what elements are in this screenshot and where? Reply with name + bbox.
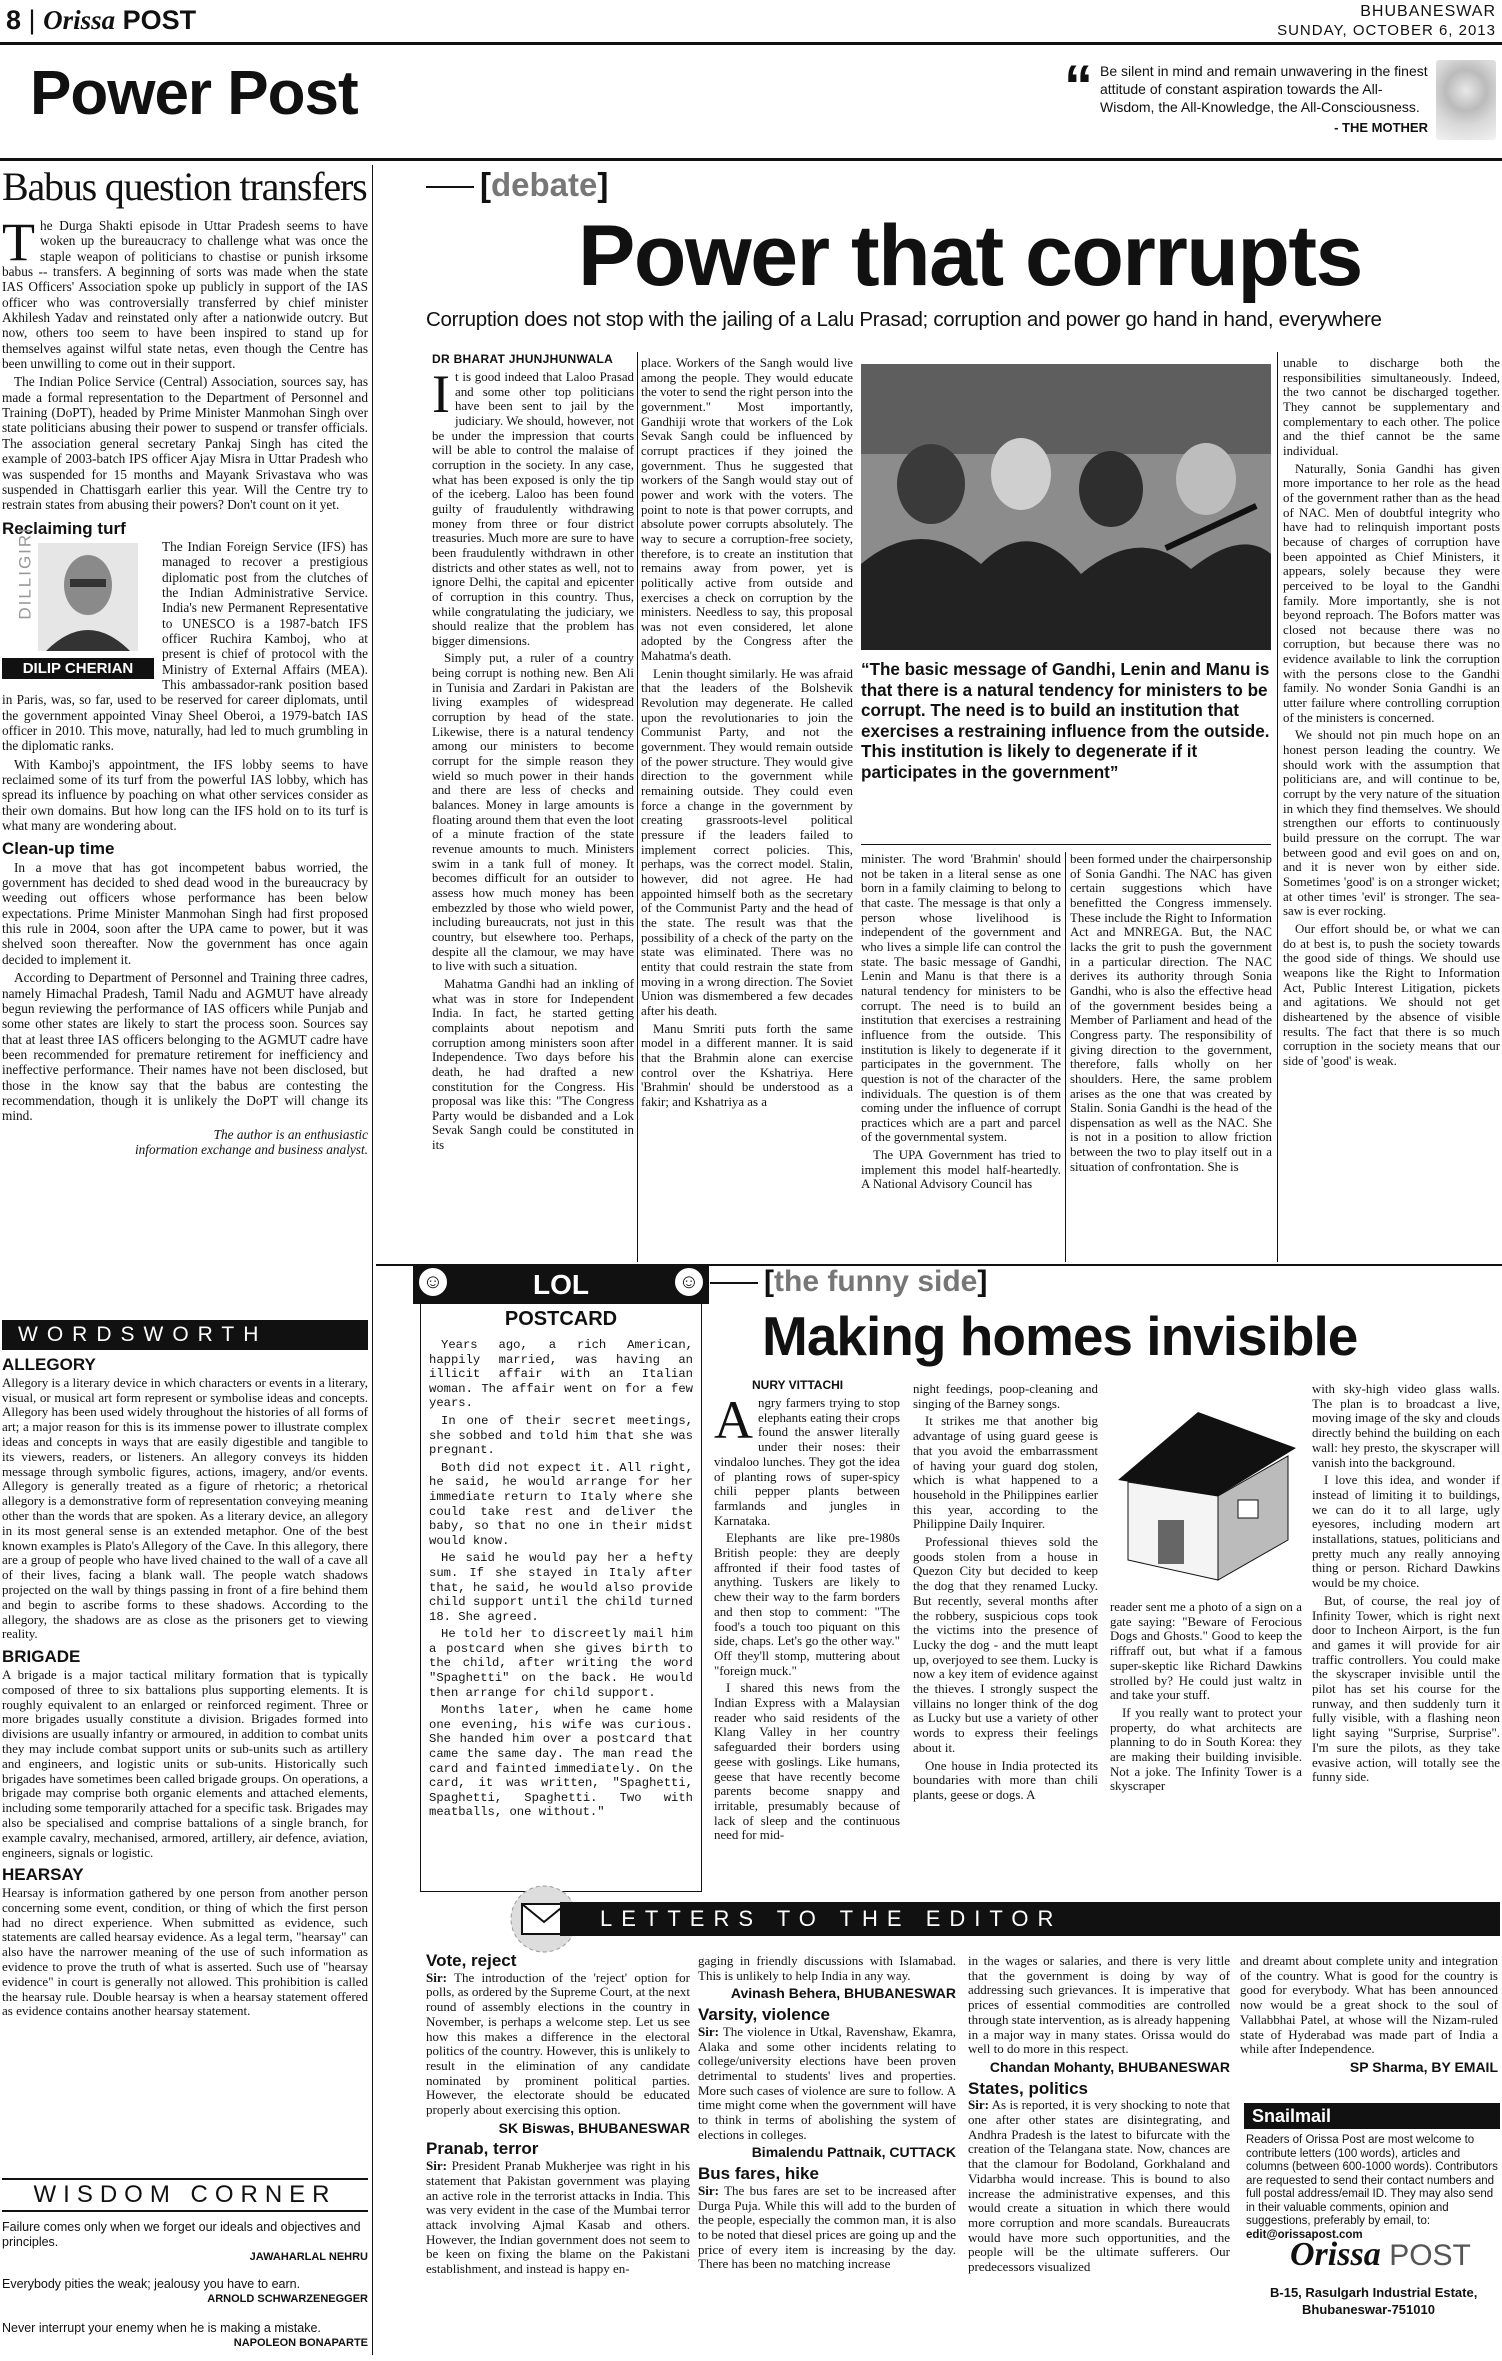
letter-body: As is reported, it is very shocking to note that one after other states are disintegrating, and Andhra Pradesh is the latest to bifurcate with the creation of the Telangana state. Now, chances are that the clamour for Bodoland, Gorkhaland and Vidarbha would increase. This is bound to also increase the administrative expenses, and this would create a situation in which there would more corruption and more scandals. Bureaucrats would have more such opportunities, and the people will be the ultimate sufferers. Our predecessors visualized <box>968 2097 1230 2275</box>
snailmail-logo <box>1290 2236 1471 2275</box>
funny-paragraph: Professional thieves sold the goods stolen from a house in Quezon City but decided to keep the dog that they renamed Lucky. But recently, several months after the robbery, suspicious cops took the victims into the presence of Lucky the dog - and the mutt leapt up, overjoyed to see them. Lucky is now a key item of evidence against the thieves. I strongly suspect the villains no longer think of the dog as Lucky but use a variety of other words to express their feelings about it. <box>913 1535 1098 1755</box>
quote-mark-icon: “ <box>1064 54 1093 119</box>
page-number: 8 <box>6 5 22 35</box>
letters-title: LETTERS TO THE EDITOR <box>600 1906 1063 1931</box>
letter-body: gaging in friendly discussions with Islamabad. This is unlikely to help India in any way. <box>698 1953 956 1983</box>
wisdom-attribution: JAWAHARLAL NEHRU <box>249 2251 368 2263</box>
author-note: The author is an enthusiastic <box>213 1126 368 1142</box>
funny-paragraph: reader sent me a photo of a sign on a gate saying: "Beware of Ferocious Dogs and Ghosts." Good to keep the riffraff out, but what if a famous super-skeptic like Richard Dawkins strolled by? He could just waltz in and take your stuff. <box>1110 1600 1302 1703</box>
funny-col-4 <box>1312 1382 1500 1788</box>
lol-banner <box>413 1266 709 1304</box>
debate-paragraph: Our effort should be, or what we can do at best is, to push the society towards the good side of things. We should use weapons like the Right to Information Act, Public Interest Litigation, pickets and agitations. We should not get disheartened by the absence of visible results. The fact that there is so much corruption in the society means that our side of 'good' is weak. <box>1283 921 1500 1068</box>
masthead-quote: Be silent in mind and remain unwavering in the finest attitude of constant aspiration towards the All-Wisdom, the All-Knowledge, the All-Consciousness. <box>1100 63 1428 115</box>
debate-headline: Power that corrupts <box>578 208 1362 304</box>
debate-photo <box>861 364 1271 650</box>
logo-post: POST <box>1389 2239 1471 2272</box>
wisdom-quote: Never interrupt your enemy when he is making a mistake. <box>2 2321 321 2335</box>
photo-figure <box>1079 451 1143 527</box>
debate-col-1 <box>432 364 634 1156</box>
funny-paragraph: night feedings, poop-cleaning and singing of the Barney songs. <box>913 1382 1098 1411</box>
header-rule <box>0 42 1502 45</box>
debate-deck: Corruption does not stop with the jailing of a Lalu Prasad; corruption and power go hand in hand, everywhere <box>426 308 1382 331</box>
entry-definition: Hearsay is information gathered by one person from another person concerning some event, condition, or thing of which the first person had no direct experience. When submitted as evidence, such statements are called hearsay evidence. As a legal term, "hearsay" can also have the narrower meaning of the use of such information as evidence to prove the truth of what is asserted. Such use of "hearsay evidence" in court is generally not allowed. This prohibition is called the hearsay rule. Double hearsay is when a hearsay statement offered as evidence contains another hearsay statement. <box>2 1885 368 2019</box>
column-kicker: DILLIGIRI <box>15 525 35 620</box>
debate-col-2 <box>641 356 853 1112</box>
letter-signature: Bimalendu Pattnaik, CUTTACK <box>751 2144 956 2161</box>
house-door <box>1158 1520 1184 1564</box>
wordsworth-column <box>2 1355 368 2022</box>
letters-banner <box>560 1902 1500 1936</box>
debate-kicker-text: debate <box>491 166 598 203</box>
babus-paragraph: The Indian Police Service (Central) Association, sources say, has made a formal representation to the Department of Personnel and Training (DoPT), headed by Prime Minister Manmohan Singh over state politicians abusing their power to suspend or transfer officials. The association general secretary Pankaj Singh has cited the example of 2003-batch IPS officer Ajay Misra in Uttar Pradesh who was suspended for 15 months and Mayank Srivastava who was suspended in Chattisgarh earlier this year. Will the Centre try to restrain states from abusing their powers? Don't count on it yet. <box>2 374 368 513</box>
lol-subtitle: POSTCARD <box>504 1308 618 1330</box>
debate-paragraph: been formed under the chairpersonship of Sonia Gandhi. The NAC has given certain suggestions which have benefitted the Congress immensely. These include the Right to Information Act and MNREGA. But, the NAC lacks the grit to push the government in a particular direction. The NAC derives its authority through Sonia Gandhi, who is also the effective head of the government besides being a Member of Parliament and head of the Congress party. The responsibility of giving direction to the government, therefore, falls wholly on her shoulders. Here, the same problem arises as the one that was created by Stalin. Sonia Gandhi is the head of the dispensation as well as the NAC. She is not in a position to allow friction between the two to play itself out in a situation of confrontation. She is <box>1070 852 1272 1174</box>
house-window <box>1238 1500 1258 1518</box>
photo-figure <box>897 444 965 524</box>
snailmail-email[interactable]: edit@orissapost.com <box>1246 2228 1363 2241</box>
wordsworth-banner <box>2 1320 368 1350</box>
debate-col-4 <box>1070 852 1272 1177</box>
letter-body: The bus fares are set to be increased after Durga Puja. While this will add to the burden of the people, especially the common man, it is also to be noted that diesel prices are going up and the price of every item is increasing by the day. There has been no matching increase <box>698 2182 957 2272</box>
letter-body: The introduction of the 'reject' option for polls, as ordered by the Supreme Court, at the next round of assembly elections in the country in November, is perhaps a welcome step. Let us see how this makes a difference in the electoral politics of the country. However, this is unlikely to result in the elimination of any candidate nominated by prominent political parties. However, the electorate should be educated properly about exercising this option. <box>426 1969 691 2118</box>
section-name: POST <box>122 5 197 35</box>
lol-paragraph: Both did not expect it. All right, he said, he would arrange for her immediate return to Italy where she could take rest and deliver the baby, so that no one in their midst would know. <box>429 1460 693 1548</box>
funny-col-3 <box>1110 1600 1302 1797</box>
column-rule <box>1277 352 1278 1262</box>
city: BHUBANESWAR <box>1360 3 1496 20</box>
funny-paragraph: with sky-high video glass walls. The plan is to broadcast a live, moving image of the sky and clouds directly behind the building on each wall: hey presto, the skyscraper will vanish into the background. <box>1312 1382 1500 1470</box>
funny-paragraph: One house in India protected its boundaries with more than chili plants, geese or dogs. A <box>913 1758 1098 1802</box>
letter-salutation: Sir: <box>426 1969 447 1985</box>
letter-signature: Avinash Behera, BHUBANESWAR <box>730 1985 956 2002</box>
address-line: Bhubaneswar-751010 <box>1302 2302 1435 2317</box>
house-illustration-icon <box>1108 1410 1308 1590</box>
funny-paragraph: I shared this news from the Indian Express with a Malaysian reader who said residents of the Klang Valley in her country safeguarded their borders using geese with goslings. Like humans, geese that have recently become parents become snappy and irritable, presumably because of lack of sleep and the continuous need for mid- <box>714 1681 900 1843</box>
mother-portrait <box>1436 60 1496 140</box>
wisdom-quotes <box>2 2220 368 2351</box>
funny-col-2 <box>913 1382 1098 1806</box>
date: SUNDAY, OCTOBER 6, 2013 <box>1277 22 1496 39</box>
pull-quote: “The basic message of Gandhi, Lenin and Manu is that there is a natural tendency for ministers to be corrupt. The need is to build an institution that exercises a restraining influence from the outside. This institution is likely to degenerate if it participates in the government” <box>861 660 1270 782</box>
dropcap: I <box>432 364 450 424</box>
debate-paragraph: We should not pin much hope on an honest person leading the country. We should work with the assumption that politicians are, and will continue to be, corrupt by the very nature of the situation in which they find themselves. We should strengthen our efforts to continuously build pressure on the corrupt. The war between good and evil goes on and on, and it is never won by either side. Sometimes 'good' is on a stronger wicket; at other times 'evil' is stronger. The sea-saw is ever rocking. <box>1283 728 1500 919</box>
paper-name: Orissa <box>43 5 116 35</box>
debate-paragraph: Naturally, Sonia Gandhi has given more importance to her role as the head of the government rather than as the head of NAC. Men of doubtful integrity who have had to relinquish important posts because of charges of corruption have been appointed as Chief Ministers, it appears, solely because they were perceived to be loyal to the Gandhi family. More importantly, she is not beyond reproach. The Bofors matter was closed not because there was no corruption, but because there was no evidence available to link the corruption with the persons close to the Gandhi family. No wonder Sonia Gandhi is an utter failure where controlling corruption of the ministers is concerned. <box>1283 461 1500 725</box>
letter-heading: Bus fares, hike <box>698 2164 819 2184</box>
left-column-divider <box>372 165 373 2355</box>
masthead-quote-author: - THE MOTHER <box>1334 120 1428 135</box>
snailmail-address <box>1270 2284 1500 2318</box>
letter-salutation: Sir: <box>698 2023 719 2039</box>
wisdom-title: WISDOM CORNER <box>33 2181 337 2208</box>
babus-paragraph: DILLIGIRI DILIP CHERIAN The Indian Foreign Service (IFS) has managed to recover a prestigious diplomatic post from the clutches of the Indian Administrative Service. India's new Permanent Representative to UNESCO is a 1987-batch IFS officer Ruchira Kamboj, who at present is chief of protocol with the Ministry of External Affairs (MEA). This ambassador-rank position based in Paris, was, so far, used to be reserved for career diplomats, until the government appointed Vinay Sheel Oberoi, a 1979-batch IAS officer in 2010. This move, naturally, had led to much grumbling in the diplomatic ranks. <box>2 525 368 754</box>
snailmail-banner <box>1244 2103 1500 2129</box>
lol-paragraph: In one of their secret meetings, she sobbed and told him that she was pregnant. <box>429 1413 693 1458</box>
letter-signature: SK Biswas, BHUBANESWAR <box>498 2119 690 2136</box>
funny-kicker: [the funny side] <box>710 1264 987 1300</box>
debate-paragraph: minister. The word 'Brahmin' should not be taken in a literal sense as one born in a family claiming to belong to that caste. The message is that only a person whose livelihood is independent of the government and who lives a simple life can control the state. The basic message of Gandhi, Lenin and Manu is that there is a natural tendency for ministers to be corrupt. The need is to build an institution that exercises a restraining influence from the outside. This institution is likely to degenerate if it participates in the government. The question is not of the character of the individuals. The question is of them coming under the influence of corrupt practices which are a part and parcel of the governmental system. <box>861 852 1061 1145</box>
debate-paragraph: The UPA Government has tried to implement this model half-heartedly. A National Advisory Council has <box>861 1148 1061 1192</box>
entry-term: HEARSAY <box>2 1865 84 1885</box>
entry-definition: A brigade is a major tactical military formation that is typically composed of three to six battalions plus supporting elements. It is roughly equivalent to an enlarged or reinforced regiment. Three or more brigades usually constitute a division. Brigades formed into divisions are usually infantry or armoured, in addition to combat units they may include combat support units or sub-units such as artillery and engineers, and logistic units or sub-units. Historically such brigades have sometimes been called brigade groups. On operations, a brigade may comprise both organic elements and attached elements, including some temporarily attached for a specific task. Brigades may also be specialised and comprise battalions of a single branch, for example cavalry, mechanised, armored, artillery, air defence, aviation, engineers, signals or logistic. <box>2 1666 368 1860</box>
author-portrait <box>38 543 138 651</box>
debate-paragraph: Mahatma Gandhi had an inkling of what was in store for Independent India. In fact, he started getting complaints about nepotism and corruption among ministers soon after Independence. Two days before his death, he had drafted a new constitution for the Congress. His proposal was like this: "The Congress Party would be disbanded and a Lok Sevak Sangh could be constituted in its <box>432 976 634 1153</box>
lol-paragraph: He told her to discreetly mail him a postcard when she gives birth to the child, after writing the word "Spaghetti" on the back. He would then arrange for child support. <box>429 1627 693 1700</box>
babus-column <box>2 212 368 1157</box>
lol-title: LOL <box>533 1269 589 1300</box>
debate-author: DR BHARAT JHUNJHUNWALA <box>432 352 614 366</box>
column-rule <box>637 352 638 1262</box>
funny-author: NURY VITTACHI <box>752 1378 844 1392</box>
babus-headline: Babus question transfers <box>2 164 367 209</box>
portrait-glasses <box>70 579 106 587</box>
funny-headline: Making homes invisible <box>762 1305 1358 1367</box>
address-line: B-15, Rasulgarh Industrial Estate, <box>1270 2285 1478 2300</box>
dropcap: T <box>2 212 35 272</box>
pull-quote-rule <box>861 844 1271 845</box>
author-note: information exchange and business analyst. <box>134 1141 368 1157</box>
letter-salutation: Sir: <box>426 2158 447 2174</box>
lol-paragraph: He said he would pay her a hefty sum. If she stayed in Italy after that, he said, he would also provide child support until the child turned 18. She agreed. <box>429 1551 693 1624</box>
debate-col-3 <box>861 852 1061 1195</box>
funny-paragraph: But, of course, the real joy of Infinity Tower, which is right next door to Incheon Airport, is the fun and games it will provide for air traffic controllers. You could make the skyscraper invisible until the pilot has set his course for the runway, and then suddenly turn it fully visible, with a flashing neon light saying "Surprise, Surprise". I'm sure the pilots, as they take evasive action, will totally see the funny side. <box>1312 1593 1500 1785</box>
logo-orissa: Orissa <box>1290 2236 1381 2273</box>
lol-postcard <box>420 1266 702 1892</box>
entry-term: BRIGADE <box>2 1647 81 1667</box>
letter-body: in the wages or salaries, and there is very little that the government is doing by way of addressing such grievances. It is imperative that prices of essential commodities are controlled through state intervention, as is already happening in a major way in many states. Orissa would do well to do more in this respect. <box>968 1953 1230 2057</box>
lol-paragraph: Months later, when he came home one evening, his wife was curious. She handed him over a postcard that came the same day. The man read the card and fainted immediately. On the card, it was written, "Spaghetti, Spaghetti, Spaghetti. Two with meatballs, one without." <box>429 1703 693 1820</box>
entry-definition: Allegory is a literary device in which characters or events in a literary, visual, or musical art form represent or symbolise ideas and concepts. Allegory has been used widely throughout the histories of all forms of art; a major reason for this is its immense power to illustrate complex ideas and concepts in ways that are easily digestible and tangible to its viewers, readers, or listeners. An allegory conveys its hidden message through symbolic figures, actions, imagery, and/or events. Allegory is generally treated as a figure of rhetoric; a rhetorical allegory is a demonstrative form of representation conveying meaning other than the words that are spoken. As a literary device, an allegory in its most general sense is an extended metaphor. One of the best known examples is Plato's Allegory of the Cave. In this allegory, there are a group of people who have lived chained to the wall of a cave all of their lives, facing a blank wall. The people watch shadows projected on the wall by things passing in front of a fire behind them and begin to ascribe forms to these shadows. According to the allegory, the shadows are as close as the prisoners get to viewing reality. <box>2 1374 368 1642</box>
wisdom-quote: Everybody pities the weak; jealousy you have to earn. <box>2 2277 301 2291</box>
letter-heading: Varsity, violence <box>698 2005 830 2025</box>
column-rule <box>1065 852 1066 1262</box>
debate-paragraph: Manu Smriti puts forth the same model in a different manner. It is said that the Brahmin alone can exercise control over the Kshatriya. Here 'Brahmin' should be understood as a fakir; and Kshatriya as a <box>641 1021 853 1109</box>
entry-term: ALLEGORY <box>2 1355 96 1374</box>
photo-figure <box>991 438 1051 510</box>
page-header: 8 | Orissa POST <box>6 5 197 35</box>
snailmail-body: Readers of Orissa Post are most welcome to contribute letters (100 words), articles and columns (between 600-1000 words). Contributors are requested to send their contact numbers and full postal address/email ID. They may also send in their valuable comments, opinion and suggestions, preferably by email, to: <box>1246 2134 1498 2227</box>
dropcap: A <box>714 1390 753 1450</box>
letter-salutation: Sir: <box>968 2097 989 2113</box>
wordsworth-title: WORDSWORTH <box>18 1323 268 1346</box>
debate-col-5 <box>1283 356 1500 1072</box>
wisdom-quote: Failure comes only when we forget our ideals and objectives and principles. <box>2 2220 361 2249</box>
wisdom-attribution: NAPOLEON BONAPARTE <box>233 2337 368 2349</box>
babus-paragraph: According to Department of Personnel and Training three cadres, namely Himachal Pradesh, Tamil Nadu and AGMUT have already begun reviewing the performance of IAS officers while Punjab and some other states are likely to start the process soon. Sources say that at least three IAS officers belonging to the AGMUT cadre have been recommended for premature retirement for inefficiency and ineffective performance. Their names have not been disclosed, but those in the know say that the babus are contesting the recommendation, though it is unlikely the DoPT will change its mind. <box>2 970 368 1124</box>
letter-signature: Chandan Mohanty, BHUBANESWAR <box>989 2058 1230 2075</box>
letters-col-1 <box>426 1951 691 2280</box>
funny-kicker-text: the funny side <box>774 1265 978 1298</box>
debate-paragraph: Simply put, a ruler of a country being corrupt is nothing new. Ben Ali in Tunisia and Zardari in Pakistan are living examples of widespread corruption by head of the state. Likewise, there is a natural tendency among our ministers to become corrupt for the simple reason they wield so much power in their hands and there are less of checks and balances. Money in large amounts is floating around them that even the loot of a minute fraction of the state revenue amounts to much. Ministers swim in a tank full of money. It becomes difficult for an outsider to assess how much money has been embezzled by those who wield power, including bureaucrats, not just in this country, but elsewhere too. Perhaps, despite all the clamour, we may have to live with such a situation. <box>432 651 634 974</box>
snailmail-title: Snailmail <box>1252 2106 1332 2126</box>
debate-paragraph: Lenin thought similarly. He was afraid that the leaders of the Bolshevik Revolution may degenerate. He called upon the revolutionaries to join the Communist Party, and not the government. They would remain outside of the power structure. They would give direction to the government while remaining outside. They could even force a change in the government by creating grassroots-level political pressure if the leaders failed to implement correct policies. This, perhaps, was the correct model. Stalin, however, did not agree. He had appointed himself both as the secretary of the Communist Party and the head of the state. The result was that the possibility of a check of the party on the state was eliminated. There was no entity that could restrain the state from moving in a wrong direction. The Soviet Union was dismembered a few decades after his death. <box>641 666 853 1018</box>
babus-subhead: Clean-up time <box>2 839 115 859</box>
letter-body: and dreamt about complete unity and integration of the country. What is good for the country is good for everybody. What has been announced now would be a great shock to the soul of Vallabbhai Patel, at whose will the Nizam-ruled state of Hyderabad was made part of India a while after Independence. <box>1240 1953 1498 2057</box>
letter-heading: States, politics <box>968 2078 1088 2098</box>
wisdom-banner <box>2 2178 368 2212</box>
letters-col-3 <box>968 1954 1230 2278</box>
laughing-face-icon: ☺ <box>417 1266 449 1298</box>
debate-kicker: [debate] <box>426 166 608 204</box>
funny-paragraph: It strikes me that another big advantage of using guard geese is that you avoid the embarrassment of having your guard dog stolen, which is what happened to a household in the Philippines earlier this year, according to the Philippine Daily Inquirer. <box>913 1414 1098 1532</box>
lol-paragraph: Years ago, a rich American, happily married, was having an illicit affair with an Italian woman. The affair went on for a few years. <box>429 1338 693 1411</box>
babus-paragraph: he Durga Shakti episode in Uttar Pradesh seems to have woken up the bureaucracy to challenge what was once the staple weapon of politicians to chastise or punish irksome babus -- transfers. A beginning of sorts was made when the state IAS Officers' Association spoke up publicly in support of the IAS officer who was controversially transferred by chief minister Akhilesh Yadav and reinstated only after a nationwide outcry. But now, others too seem to have been inspired to stand up for themselves against wilful state netas, even though the Centre has been unwilling to come out in their support. <box>2 218 368 372</box>
masthead-bottom-rule <box>0 158 1502 161</box>
photo-figure <box>1176 443 1236 515</box>
letter-heading: Vote, reject <box>426 1951 517 1970</box>
funny-col-1 <box>714 1390 900 1846</box>
letters-col-2 <box>698 1954 956 2275</box>
lol-story <box>429 1338 693 1823</box>
snailmail-text <box>1246 2134 1500 2242</box>
letter-signature: SP Sharma, BY EMAIL <box>1349 2058 1498 2075</box>
letters-col-4 <box>1240 1954 1498 2079</box>
debate-paragraph: t is good indeed that Laloo Prasad and some other top politicians have been sent to jail by the judiciary. We should, however, not be under the impression that courts will be able to control the malaise of corruption in the society. In any case, what has been exposed is only the tip of the iceberg. Laloo has been found guilty of fraudulently withdrawing money from three or four district treasuries. Much more are sure to have been fraudulently withdrawn in other districts and other states as well, not to ignore Delhi, the capital and epicenter of corruption in this country. Thus, while congratulating the judiciary, we should realize that the problem has bigger dimensions. <box>432 370 634 648</box>
photo-band <box>861 364 1271 454</box>
laughing-face-icon: ☺ <box>673 1266 705 1298</box>
babus-subhead: Reclaiming turf <box>2 518 126 538</box>
funny-paragraph: Elephants are like pre-1980s British people: they are deeply affronted if their food tastes of anything. Tuskers are likely to chew their way to the farm borders and then stop to comment: "The food's a touch too piquant on this side, chaps. Let's go the other way." Off they'll stomp, muttering about "foreign muck." <box>714 1531 900 1678</box>
letter-body: The violence in Utkal, Ravenshaw, Ekamra, Alaka and some other incidents relating to college/university elections have been proven detrimental to students' lives and properties. More such cases of violence are sure to follow. A time might come when the government will have to think in terms of abolishing the system of elections in colleges. <box>698 2023 957 2142</box>
letter-heading: Pranab, terror <box>426 2139 539 2159</box>
page-title: Power Post <box>30 59 358 128</box>
funny-paragraph: If you really want to protect your property, do what architects are planning to do in South Korea: they are making their building invisible. Not a joke. The Infinity Tower is a skyscraper <box>1110 1705 1302 1794</box>
debate-paragraph: place. Workers of the Sangh would live among the people. They would educate the voter to send the right person into the government." Most importantly, Gandhiji wrote that workers of the Lok Sevak Sangh could be influenced by corrupt practices if they joined the government. Thus he suggested that workers of the Sangh would stay out of power and work with the voters. The point to note is that power corrupts, and absolute power corrupts absolutely. The way to secure a corruption-free society, therefore, is to create an institution that remains away from power, yet is politically active from outside and exercises a check on corruption by the ministers. Needless to say, this proposal was not even considered, let alone adopted by the Congress after the Mahatma's death. <box>641 356 853 664</box>
wisdom-attribution: ARNOLD SCHWARZENEGGER <box>207 2293 368 2305</box>
letter-body: President Pranab Mukherjee was right in his statement that Pakistan government was playing an active role in the terrorist attacks in India. This was very evident in the case of the Mumbai terror attack involving Ajmal Kasab and others. However, the Indian government does not seem to be keen on fixing the blame on the Pakistani establishment, and instead is happy en- <box>426 2158 691 2277</box>
babus-paragraph: In a move that has got incompetent babus worried, the government has decided to shed dead wood in the bureaucracy by weeding out officers whose performance has been below expectations. Prime Minister Manmohan Singh had first proposed this rule in 2004, soon after the UPA came to power, but it was shelved soon thereafter. Now the government has once again decided to implement it. <box>2 859 368 967</box>
debate-paragraph: unable to discharge both the responsibilities simultaneously. Indeed, the two cannot be discharged together. They cannot be supplementary and complementary to each other. The police and the thief cannot be the same individual. <box>1283 356 1500 458</box>
babus-paragraph: With Kamboj's appointment, the IFS lobby seems to have reclaimed some of its turf from the powerful IAS lobby, which has spread its influence by poaching on what other services consider as their own domains. But how long can the IFS hold on to its turf is what many are wondering about. <box>2 756 368 834</box>
author-name: DILIP CHERIAN <box>2 658 154 679</box>
funny-paragraph: ngry farmers trying to stop elephants eating their crops found the answer literally under their noses: their vindaloo lunches. They got the idea of planting rows of super-spicy chili pepper plants between farmlands and jungles in Karnataka. <box>714 1396 900 1528</box>
funny-paragraph: I love this idea, and wonder if instead of limiting it to buildings, we can do it to all large, ugly eyesores, including modern art installations, statues, politicians and pretty much any really annoying thing or person. Richard Dawkins would be my choice. <box>1312 1473 1500 1591</box>
letter-salutation: Sir: <box>698 2182 719 2198</box>
